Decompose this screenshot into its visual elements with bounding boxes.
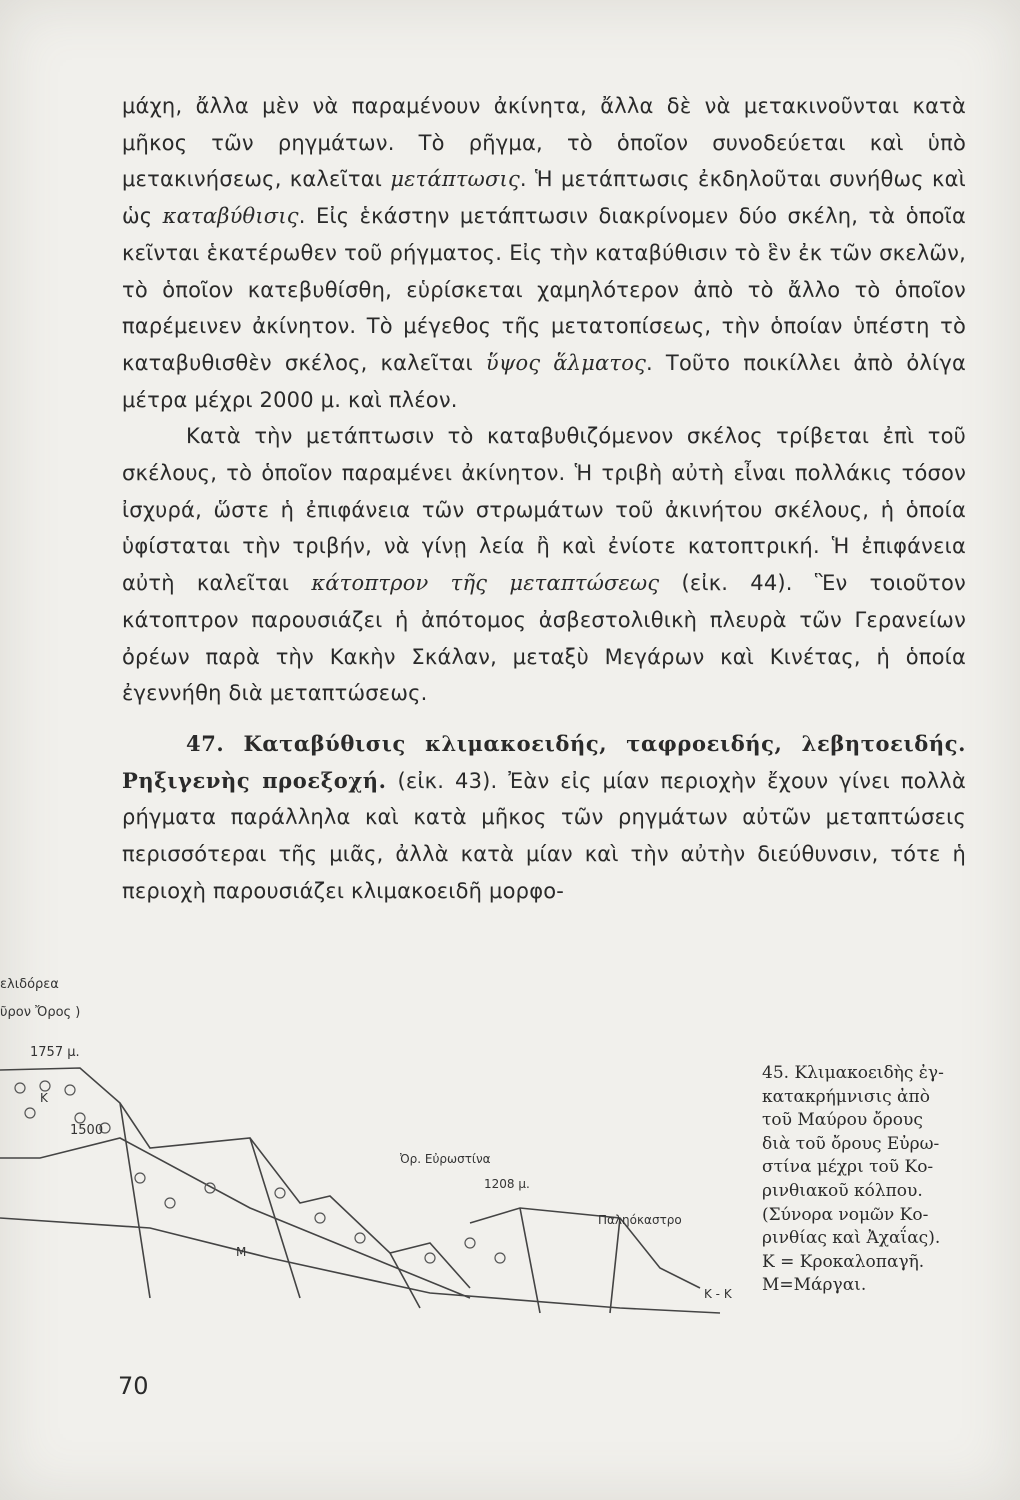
figure-caption: [762, 1062, 962, 1298]
term-katoptron: κάτοπτρον τῆς μεταπτώσεως: [311, 571, 660, 596]
paragraph-1: μάχη, ἄλλα μὲν νὰ παραμένουν ἀκίνητα, ἄλλα δὲ νὰ μετακινοῦνται κατὰ μῆκος τῶν ρηγμάτων. Τὸ ρῆγμα, τὸ ὁποῖον συνοδεύεται καὶ ὑπὸ μετακινήσεως, καλεῖται μετάπτωσις. Ἡ μετάπτωσις ἐκδηλοῦται συνήθως καὶ ὡς καταβύθισις. Εἰς ἑκάστην μετάπτωσιν διακρίνομεν δύο σκέλη, τὰ ὁποῖα κεῖνται ἑκατέρωθεν τοῦ ρήγματος. Εἰς τὴν καταβύθισιν τὸ ἓν ἐκ τῶν σκελῶν, τὸ ὁποῖον κατεβυθίσθη, εὑρίσκεται χαμηλότερον ἀπὸ τὸ ἄλλο τὸ ὁποῖον παρέμεινεν ἀκίνητον. Τὸ μέγεθος τῆς μετατοπίσεως, τὴν ὁποίαν ὑπέστη τὸ καταβυθισθὲν σκέλος, καλεῖται ὕψος ἅλματος. Τοῦτο ποικίλλει ἀπὸ ὀλίγα μέτρα μέχρι 2000 μ. καὶ πλέον.: [122, 94, 966, 412]
fault-lines: [120, 1103, 620, 1313]
label-mount-evrostina: Ὀρ. Εὐρωστίνα: [400, 1152, 491, 1166]
terrain-profile: [0, 1068, 470, 1288]
caption-line: κατακρήμνισις ἀπὸ: [762, 1086, 930, 1107]
label-height-1500: 1500: [70, 1123, 104, 1138]
term-katavythisis: καταβύθισις: [162, 204, 299, 229]
section-figure-ref: (εἰκ. 43).: [397, 768, 498, 793]
section-heading: 47. Καταβύθισις κλιμακοειδής, ταφροειδής, λεβητοειδής. Ρηξιγενὴς προεξοχή.: [122, 730, 966, 793]
label-k: K: [40, 1091, 48, 1105]
caption-line: στίνα μέχρι τοῦ Κο-: [762, 1157, 934, 1178]
label-height-1208: 1208 μ.: [484, 1177, 530, 1191]
label-m: M: [236, 1245, 247, 1259]
term-metaptosis: μετάπτωσις: [390, 167, 520, 192]
caption-line: ρινθιακοῦ κόλπου.: [762, 1180, 923, 1201]
paragraph-2: Κατὰ τὴν μετάπτωσιν τὸ καταβυθιζόμενον σκέλος τρίβεται ἐπὶ τοῦ σκέλους, τὸ ὁποῖον παραμένει ἀκίνητον. Ἡ τριβὴ αὐτὴ εἶναι πολλάκις τόσον ἰσχυρά, ὥστε ἡ ἐπιφάνεια τῶν στρωμάτων τοῦ ἀκινήτου σκέλους, ἡ ὁποία ὑφίσταται τὴν τριβήν, νὰ γίνῃ λεία ἢ καὶ ἐνίοτε κατοπτρική. Ἡ ἐπιφάνεια αὐτὴ καλεῖται κάτοπτρον τῆς μεταπτώσεως (εἰκ. 44). Ἓν τοιοῦτον κάτοπτρον παρουσιάζει ἡ ἀπότομος ἀσβεστολιθικὴ πλευρὰ τῶν Γερανείων ὀρέων παρὰ τὴν Κακὴν Σκάλαν, μεταξὺ Μεγάρων καὶ Κινέτας, ἡ ὁποία ἐγεννήθη διὰ μεταπτώσεως.: [122, 424, 966, 706]
body-text: [122, 88, 966, 909]
label-top-left-2: ῦρον Ὄρος ): [0, 1005, 81, 1020]
caption-line: ρινθίας καὶ Ἀχαΐας).: [762, 1228, 941, 1249]
caption-line: 45. Κλιμακοειδὴς ἐγ-: [762, 1063, 944, 1083]
page-number: 70: [118, 1372, 149, 1400]
label-k-k: K - K: [704, 1287, 732, 1301]
caption-line: διὰ τοῦ ὄρους Εὐρω-: [762, 1133, 940, 1154]
caption-line: Κ = Κροκαλοπαγῆ.: [762, 1251, 925, 1272]
label-top-left-1: ελιδόρεα: [0, 977, 59, 992]
section-47: 47. Καταβύθισις κλιμακοειδής, ταφροειδής, λεβητοειδής. Ρηξιγενὴς προεξοχή. (εἰκ. 43). Ἐὰν εἰς μίαν περιοχὴν ἔχουν γίνει πολλὰ ρήγματα παράλληλα καὶ κατὰ μῆκος τῶν ρηγμάτων αὐτῶν μεταπτώσεις περισσότεραι τῆς μιᾶς, ἀλλὰ κατὰ μίαν καὶ τὴν αὐτὴν διεύθυνσιν, τότε ἡ περιοχὴ παρουσιάζει κλιμακοειδῆ μορφο-: [122, 730, 966, 903]
caption-line: Μ=Μάργαι.: [762, 1275, 867, 1296]
caption-line: (Σύνορα νομῶν Κο-: [762, 1204, 929, 1225]
geological-cross-section: [0, 968, 750, 1328]
caption-line: τοῦ Μαύρου ὄρους: [762, 1110, 923, 1131]
label-paliokastro: Παληόκαστρο: [598, 1213, 682, 1227]
term-ypsos-almatos: ὕψος ἅλματος: [485, 350, 647, 375]
label-height-1757: 1757 μ.: [30, 1045, 80, 1060]
